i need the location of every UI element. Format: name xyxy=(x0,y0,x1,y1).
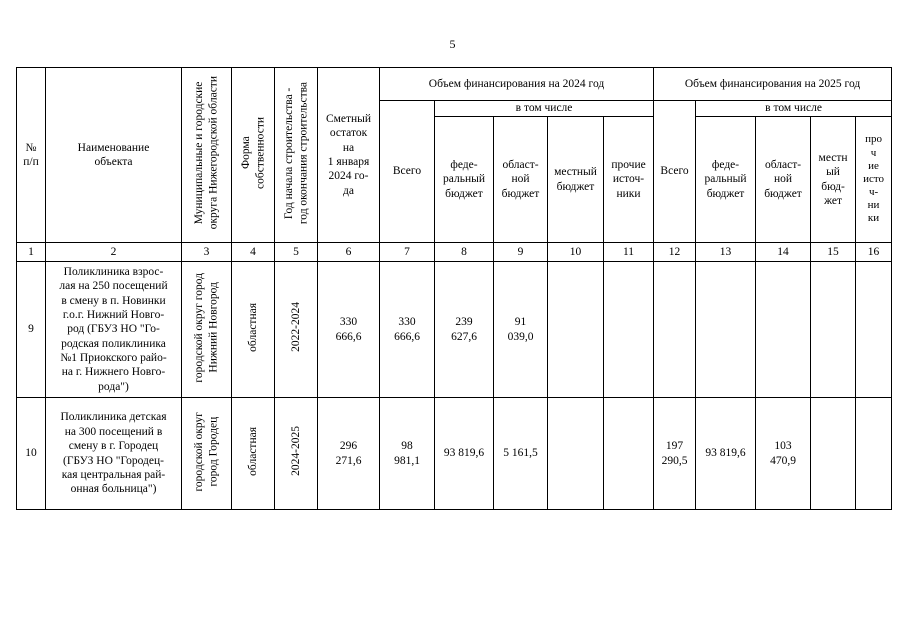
row-num: 10 xyxy=(17,398,46,510)
col-number: 5 xyxy=(275,243,318,262)
col-number: 2 xyxy=(46,243,182,262)
federal-2024: 239 627,6 xyxy=(435,262,494,398)
construction-years: 2022-2024 xyxy=(275,262,318,398)
header-fin-2025: Объем финансирования на 2025 год xyxy=(654,68,892,101)
header-num: № п/п xyxy=(17,68,46,243)
col-number: 11 xyxy=(604,243,654,262)
ownership: областная xyxy=(232,398,275,510)
header-regional-2024: област- ной бюджет xyxy=(494,117,548,243)
header-other-2025: про ч ие исто ч- ни ки xyxy=(856,117,892,243)
construction-years: 2024-2025 xyxy=(275,398,318,510)
row-num: 9 xyxy=(17,262,46,398)
header-ownership: Форма собственности xyxy=(232,68,275,243)
header-total-2024: Всего xyxy=(380,101,435,243)
regional-2025 xyxy=(756,262,811,398)
col-number: 7 xyxy=(380,243,435,262)
municipality: городской округ город Нижний Новгород xyxy=(182,262,232,398)
col-number: 4 xyxy=(232,243,275,262)
header-balance: Сметный остаток на 1 января 2024 го- да xyxy=(318,68,380,243)
header-federal-2025: феде- ральный бюджет xyxy=(696,117,756,243)
regional-2024: 5 161,5 xyxy=(494,398,548,510)
col-number: 10 xyxy=(548,243,604,262)
municipality: городской округ город Городец xyxy=(182,398,232,510)
column-number-row xyxy=(17,243,892,262)
header-local-2025: местн ый бюд- жет xyxy=(811,117,856,243)
header-incl-2024: в том числе xyxy=(435,101,654,117)
header-row-1 xyxy=(17,68,892,101)
col-number: 3 xyxy=(182,243,232,262)
table-row xyxy=(17,398,892,510)
table-row xyxy=(17,262,892,398)
local-2024 xyxy=(548,398,604,510)
regional-2025: 103 470,9 xyxy=(756,398,811,510)
header-local-2024: местный бюджет xyxy=(548,117,604,243)
estimated-balance: 296 271,6 xyxy=(318,398,380,510)
col-number: 14 xyxy=(756,243,811,262)
local-2025 xyxy=(811,262,856,398)
col-number: 15 xyxy=(811,243,856,262)
total-2024: 98 981,1 xyxy=(380,398,435,510)
other-2024 xyxy=(604,262,654,398)
col-number: 8 xyxy=(435,243,494,262)
object-name: Поликлиника взрос- лая на 250 посещений в смену в п. Новинки г.о.г. Нижний Новго- род (ГБУЗ НО "Го- родская поликлиника №1 Приокского райо- на г. Нижнего Новго- рода") xyxy=(46,262,182,398)
federal-2025 xyxy=(696,262,756,398)
ownership: областная xyxy=(232,262,275,398)
local-2024 xyxy=(548,262,604,398)
other-2025 xyxy=(856,398,892,510)
header-regional-2025: област- ной бюджет xyxy=(756,117,811,243)
federal-2024: 93 819,6 xyxy=(435,398,494,510)
header-total-2025: Всего xyxy=(654,101,696,243)
estimated-balance: 330 666,6 xyxy=(318,262,380,398)
header-name: Наименование объекта xyxy=(46,68,182,243)
col-number: 13 xyxy=(696,243,756,262)
col-number: 6 xyxy=(318,243,380,262)
col-number: 1 xyxy=(17,243,46,262)
col-number: 16 xyxy=(856,243,892,262)
col-number: 9 xyxy=(494,243,548,262)
header-years: Год начала строительства - год окончания строительства xyxy=(275,68,318,243)
page-number: 5 xyxy=(449,37,456,51)
financing-table xyxy=(16,67,892,510)
federal-2025: 93 819,6 xyxy=(696,398,756,510)
total-2024: 330 666,6 xyxy=(380,262,435,398)
col-number: 12 xyxy=(654,243,696,262)
regional-2024: 91 039,0 xyxy=(494,262,548,398)
header-federal-2024: феде- ральный бюджет xyxy=(435,117,494,243)
total-2025: 197 290,5 xyxy=(654,398,696,510)
header-incl-2025: в том числе xyxy=(696,101,892,117)
total-2025 xyxy=(654,262,696,398)
object-name: Поликлиника детская на 300 посещений в смену в г. Городец (ГБУЗ НО "Городец- кая центральная рай- онная больница") xyxy=(46,398,182,510)
header-fin-2024: Объем финансирования на 2024 год xyxy=(380,68,654,101)
other-2024 xyxy=(604,398,654,510)
local-2025 xyxy=(811,398,856,510)
other-2025 xyxy=(856,262,892,398)
header-municipality: Муниципальные и городские округа Нижегородской области xyxy=(182,68,232,243)
header-other-2024: прочие источ- ники xyxy=(604,117,654,243)
